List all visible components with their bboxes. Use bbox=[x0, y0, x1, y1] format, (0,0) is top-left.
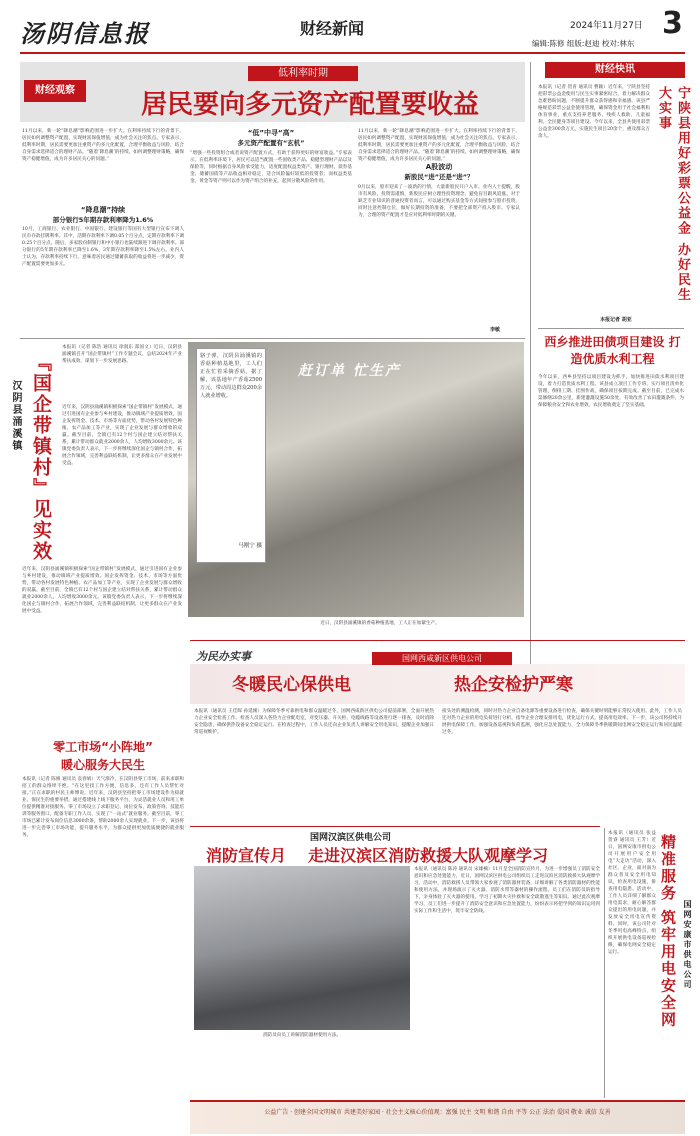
fire-headline-right: 走进汉滨区消防救援大队观摩学习 bbox=[308, 846, 549, 865]
main-sub3-text: “增强一些投资组合或者说资产配置方式，有助于获得更好的财富收益。”专家表示，在低利率环境下，居民可以适当配置一些固收类产品、稳健型理财产品以及保险等，同时根据自身风险承受能力，适度配置权益类资产。银行理财、债券基金、储蓄国债等产品收益相对稳定，适合风险偏好较低的投资者；而权益类基金、黄金等资产则可以作为资产组合的补充，起到分散风险的作用。 bbox=[190, 151, 352, 184]
main-sub2: 部分银行5年期存款利率降为1.6% bbox=[52, 216, 154, 224]
feature-photo2-caption: 近日，汉阴县涌溪镇的香菇种植基地，工人正在加紧生产。 bbox=[320, 621, 440, 626]
ankang-subhead: 国网安康市供电公司 bbox=[683, 900, 692, 990]
main-intro-text: 11月以来，新一轮“降息潮”影响范围进一步扩大。在利率持续下行的背景下，居民如何调整资产配置、实现财富保值增值，成为社会关注的焦点。专家表示，低利率时期，居民需要更加注重资产的多元化配置，合理平衡收益与风险，结合自身需求选择适合的理财产品。“随着‘降息潮’的持续，如何调整理财策略，确保资产稳健增值，成为许多居民关心的问题。” bbox=[22, 129, 184, 162]
feature-headline: 『国企带镇村』见实效 bbox=[30, 352, 52, 562]
right-col-header bbox=[545, 62, 685, 78]
column-tag-label: 财经观察 bbox=[35, 85, 75, 96]
masthead bbox=[0, 0, 700, 58]
section-name: 财经新闻 bbox=[300, 19, 365, 38]
divider-right bbox=[538, 328, 684, 329]
heat-headline-right: 热企安检护严寒 bbox=[454, 675, 573, 695]
main-sub3: “低”中寻“高” bbox=[247, 129, 295, 137]
main-sub1-text: 10月，工商银行、农业银行、中国银行、建设银行等国有大型银行宣布下调人民币存款挂牌利率。其中，活期存款利率下调0.05个百分点，定期存款利率下调0.25个百分点。随后，多家股份制银行和中小银行也陆续跟进下调存款利率。部分银行的5年期存款利率已降至1.6%，3年期存款利率降至1.5%左右。业内人士认为，存款利率持续下行，意味着居民通过储蓄获取的收益将进一步减少，资产配置需要更加多元。 bbox=[22, 227, 184, 267]
bottom-ad bbox=[190, 1100, 685, 1134]
heat-kicker bbox=[372, 652, 512, 665]
feature-subhead: 汉阴县涌溪镇 bbox=[10, 380, 21, 452]
fire-kicker: 国网汉滨区供电公司 bbox=[310, 833, 392, 843]
divider-main bbox=[20, 338, 525, 339]
main-headline: 居民要向多元资产配置要收益 bbox=[140, 90, 479, 120]
issue-date: 2024年11月27日 bbox=[570, 21, 643, 31]
heat-kicker-label: 国网西咸新区供电公司 bbox=[402, 654, 482, 663]
ankang-body: 本报讯（通讯员 张益 贺睿 通讯员 王芳）近日，国网安康市供电公司开展用户安全用电“大走访”活动，深入社区、企业，面对面为群众普及安全用电知识，检查用电设施，排查用电隐患。活动中，工作人员详细了解群众用电需求，耐心解答群众提出的用电问题，并发放安全用电宣传资料。同时，该公司针对冬季用电高峰特点，组织开展供电设备巡视检修，确保电网安全稳定运行。 bbox=[608, 831, 656, 955]
right-col-divider bbox=[530, 62, 531, 702]
feature-photo-credit: 马刚宁 摄 bbox=[238, 543, 262, 549]
flash2-headline: 西乡推进田债项目建设 打造优质水利工程 bbox=[544, 335, 681, 366]
feature-photo-caption: 骆子弹，汉阴县涌溪镇的香菇种植基地里，工人们正在忙着采摘香菇。据了解，该基地年产香菇2500万元，带动周边群众200余人就业增收。 bbox=[200, 353, 262, 399]
flash1-body: 本报讯（记者 贺青 通讯员 曹颖）近年来，宁陕县坚持把彩票公益金使用与民生实事紧密结合，着力解决群众急难愁盼问题，不断提升群众获得感和幸福感。该县严格规范彩票公益金使用管理，确保资金用于社会福利和体育事业，重点支持养老服务、残疾人救助、儿童福利、全民健身等项目建设。今年以来，全县共使用彩票公益金300余万元，实施民生项目20余个，惠及群众万余人。 bbox=[538, 85, 650, 139]
main-sub5-text: 9月以来，股市迎来了一波新的行情，大量新股民开户入市。业内人士提醒，股市有风险，投资需谨慎，新股民应树立理性投资理念，避免盲目跟风追涨。对于缺乏专业知识的普通投资者而言，可以通过购买基金等方式间接参与股市投资，同时注意控制仓位，做好长期投资的准备，不要把全部资产投入股市。专家认为，合理的资产配置才是应对低利率时期的关键。 bbox=[358, 185, 520, 218]
zero-job-subhead: 暖心服务大民生 bbox=[60, 758, 145, 772]
column-tag bbox=[24, 80, 86, 102]
main-col3-lead: 11月以来，新一轮“降息潮”影响范围进一步扩大。在利率持续下行的背景下，居民如何调整资产配置、实现财富保值增值，成为社会关注的焦点。专家表示，低利率时期，居民需要更加注重资产的多元化配置，合理平衡收益与风险，结合自身需求选择适合的理财产品。“随着‘降息潮’的持续，如何调整理财策略，确保资产稳健增值，成为许多居民关心的问题。” bbox=[358, 129, 520, 162]
heat-body-right: 接头处的测温检测，同时对热力企业自备电源等重要设备进行检查，确保关键时刻能够正常投入使用。此外，工作人员还对热力企业的用电负荷进行分析，指导企业合理安排用电，优化运行方式，提高用电效率。下一步，该公司将持续开展供电保障工作，加强设备巡视和负荷监测，强化应急处置能力，全力保障冬季供暖期间电网安全稳定运行和居民温暖过冬。 bbox=[442, 709, 682, 735]
page-number: 3 bbox=[662, 6, 683, 41]
zero-job-body: 本报讯（记者 陈修 通讯员 袁春娟）天气渐冷，在汉阴县零工市场，前来求职和招工的群众络绎不绝。“在这里找工作方便，信息多，还有工作人员帮忙对接。”正在求职的村民王师傅说。近年来，汉阴县坚持把零工市场建设作为稳就业、保民生的重要举措，通过搭建线上线下服务平台，为灵活就业人员和用工单位提供精准对接服务。零工市场设立了求职登记、岗位发布、政策咨询、技能培训等服务窗口，配备专职工作人员，实现了“一站式”就业服务。截至目前，零工市场已累计发布岗位信息3000余条，帮助2000余人实现就业。下一步，该县将进一步完善零工市场功能，提升服务水平，为群众提供更加优质便捷的就业服务。 bbox=[22, 777, 184, 838]
flash1-byline: 本报记者 胡亚 bbox=[600, 317, 632, 323]
flash1-headline: 宁陕县用好彩票公益金 办好民生大实事 bbox=[656, 86, 690, 303]
main-sub5: A股波动 bbox=[425, 163, 453, 171]
feature-body: 近年来，汉阴县涌溪镇积极探索“国企带镇村”发展模式，通过引进国有企业参与乡村建设，推动镇域产业提质增效。国企发挥资金、技术、市场等方面优势，带动各村发展特色种植、农产品加工等产业，实现了企业发展与群众增收的双赢。截至目前，全镇已有12个村与国企建立结对帮扶关系，累计带动群众就业2000余人，人均增收3000余元。该镇党委负责人表示，下一步将继续深化国企与镇村合作，拓展合作领域，完善利益联结机制，让更多群众在产业发展中受益。 bbox=[62, 405, 182, 466]
main-sub1: “降息潮”持续 bbox=[80, 206, 126, 214]
main-sub4: 多元资产配置有“玄机” bbox=[237, 139, 305, 147]
ankang-headline: 精准服务 筑牢用电安全网 bbox=[659, 834, 677, 1029]
feature-caption-box bbox=[196, 348, 266, 563]
ankang-divider bbox=[604, 828, 605, 1098]
main-kicker-label: 低利率时期 bbox=[278, 68, 328, 79]
main-banner bbox=[20, 62, 525, 122]
photo-banner: 赶订单 忙生产 bbox=[298, 363, 401, 379]
feature-byline: 本报讯（记者 陈浩 通讯员 徐润东 郑国文）近日，汉阴县涌溪镇召开“国企带镇村”工作专题会议，总结2024年产业帮扶成效，谋划下一步发展思路。 bbox=[62, 345, 182, 364]
fire-headline-left: 消防宣传月 bbox=[206, 846, 287, 865]
editors-line: 编辑:陈修 组版:赵迪 校对:林东 bbox=[532, 39, 635, 48]
paper-name-logo: 汤阴信息报 bbox=[20, 19, 150, 48]
main-kicker bbox=[248, 66, 358, 81]
masthead-rule bbox=[20, 52, 685, 54]
main-byline: 李敏 bbox=[490, 327, 501, 333]
fire-body: 本报讯（通讯员 陈涛 通讯员 宋雄楠）11月是全国消防宣传月，为进一步增强员工消防安全意识和应急处置能力，近日，国网汉滨区供电公司组织员工走进汉滨区消防救援大队观摩学习。活动中，消防救援人员带领大家参观了消防器材装备，详细讲解了各类消防器材的性能和使用方法，并现场演示了灭火器、消防水带等器材的操作流程。员工们在消防员的指导下，亲身体验了灭火器的使用，学习了初期火灾扑救和安全疏散逃生等知识。通过此次观摩学习，员工们进一步提升了消防安全意识和应急处置能力，纷纷表示将把学到的知识运用到实际工作和生活中，筑牢安全防线。 bbox=[414, 867, 600, 914]
divider-fire-top bbox=[190, 826, 600, 827]
feature-body-cont: 近年来，汉阴县涌溪镇积极探索“国企带镇村”发展模式，通过引进国有企业参与乡村建设，推动镇域产业提质增效。国企发挥资金、技术、市场等方面优势，带动各村发展特色种植、农产品加工等产业，实现了企业发展与群众增收的双赢。截至目前，全镇已有12个村与国企建立结对帮扶关系，累计带动群众就业2000余人，人均增收3000余元。该镇党委负责人表示，下一步将继续深化国企与镇村合作，拓展合作领域，完善利益联结机制，让更多群众在产业发展中受益。 bbox=[22, 567, 182, 614]
heat-column-logo: 为民办实事 bbox=[196, 650, 251, 663]
zero-job-headline: 零工市场“小阵地” bbox=[53, 740, 153, 754]
divider-heat-top bbox=[190, 640, 685, 641]
main-sub6: 新股民“进”还是“进”？ bbox=[404, 173, 474, 181]
fire-photo bbox=[194, 866, 410, 1030]
right-col-header-label: 财经快讯 bbox=[595, 64, 635, 75]
fire-photo-caption: 消防员向员工讲解消防器材使用方法。 bbox=[262, 1033, 342, 1038]
heat-headline-left: 冬暖民心保供电 bbox=[232, 675, 351, 695]
flash2-body: 今年以来，西乡县坚持以项目建设为抓手，加快推进田债水利项目建设，着力打造优质水利工程。该县成立项目工作专班，实行项目清单化管理，倒排工期、挂图作战，确保项目按期完成。截至目前，已完成水渠修缮20余公里，新建灌溉设施50余处，有效改善了农田灌溉条件，为保障粮食安全和农业增效、农民增收奠定了坚实基础。 bbox=[538, 375, 684, 408]
heat-body-left: 本报讯（通讯员 王佳晖 孙延刚）为保障冬季可靠供电和群众温暖过冬，国网西咸新区供电公司提前部署，全面开展热力企业安全检查工作。检查人员深入各热力企业配电室，对变压器、开关柜、电缆线路等设备进行逐一排查，及时消除安全隐患，确保供热设备安全稳定运行。在检查过程中，工作人员还向企业负责人讲解安全用电知识，提醒企业加强日常巡视维护。 bbox=[194, 709, 434, 735]
bottom-ad-text: 公益广告 · 创建全国文明城市 共建美好家园 · 社会主义核心价值观：富强 民主 文明 和谐 自由 平等 公正 法治 爱国 敬业 诚信 友善 bbox=[264, 1109, 611, 1116]
